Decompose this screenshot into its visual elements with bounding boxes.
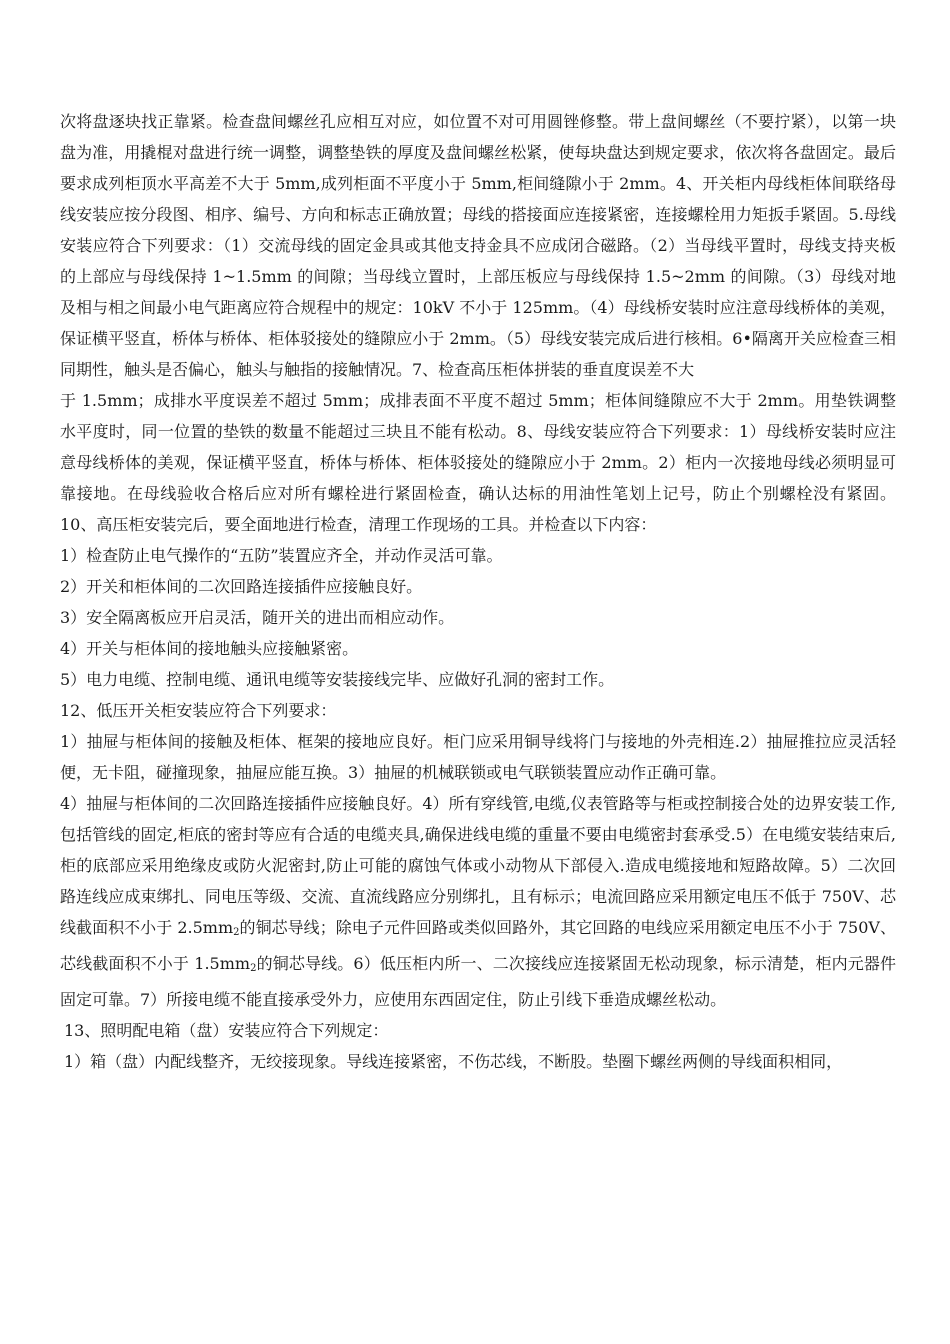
- list-item-isolation-plate: 3）安全隔离板应开启灵活，随开关的进出而相应动作。: [60, 608, 455, 627]
- document-body: [60, 106, 896, 1077]
- paragraph-secondary-wiring: [60, 788, 896, 1015]
- list-item-cable-sealing: 5）电力电缆、控制电缆、通讯电缆等安装接线完毕、应做好孔洞的密封工作。: [60, 670, 615, 689]
- list-item-five-prevention: 1）检查防止电气操作的“五防”装置应齐全，并动作灵活可靠。: [60, 546, 503, 565]
- section-heading-lighting-box: 13、照明配电箱（盘）安装应符合下列规定：: [64, 1021, 389, 1040]
- text-segment: 的铜芯导线。6）低压柜内所一、二次接线应连接紧固无松动现象，标示清楚，柜内元器件固定可靠。7）所接电缆不能直接承受外力，应使用东西固定住，防止引线下垂造成螺丝松动。: [60, 954, 896, 1009]
- section-heading-low-voltage: 12、低压开关柜安装应符合下列要求：: [60, 701, 337, 720]
- text-segment: 的铜芯导线；除电子元件回路或类似回路外，其它回路的电线应采用额定电压不小于 750V、芯线截面积不小于 1.5mm: [60, 918, 896, 973]
- paragraph-drawer-grounding: 1）抽屉与柜体间的接触及柜体、框架的接地应良好。柜门应采用铜导线将门与接地的外壳相连.2）抽屉推拉应灵活轻便，无卡阻，碰撞现象，抽屉应能互换。3）抽屉的机械联锁或电气联锁装置应动作正确可靠。: [60, 732, 896, 782]
- paragraph-panel-installation: 次将盘逐块找正靠紧。检查盘间螺丝孔应相互对应，如位置不对可用圆锉修整。带上盘间螺丝（不要拧紧），以第一块盘为准，用撬棍对盘进行统一调整，调整垫铁的厚度及盘间螺丝松紧，使每块盘达到规定要求，依次将各盘固定。最后要求成列柜顶水平高差不大于 5mm,成列柜面不平度小于 5mm,柜间缝隙小于 2mm。4、开关柜内母线柜体间联络母线安装应按分段图、相序、编号、方向和标志正确放置；母线的搭接面应连接紧密，连接螺栓用力矩扳手紧固。5.母线安装应符合下列要求：（1）交流母线的固定金具或其他支持金具不应成闭合磁路。（2）当母线平置时，母线支持夹板的上部应与母线保持 1~1.5mm 的间隙；当母线立置时，上部压板应与母线保持 1.5~2mm 的间隙。（3）母线对地及相与相之间最小电气距离应符合规程中的规定：10kV 不小于 125mm。（4）母线桥安装时应注意母线桥体的美观，保证横平竖直，桥体与桥体、柜体驳接处的缝隙应小于 2mm。（5）母线安装完成后进行核相。6•隔离开关应检查三相同期性，触头是否偏心，触头与触指的接触情况。7、检查高压柜体拼装的垂直度误差不大: [60, 112, 896, 379]
- list-item-ground-contact: 4）开关与柜体间的接地触头应接触紧密。: [60, 639, 359, 658]
- list-item-secondary-plug: 2）开关和柜体间的二次回路连接插件应接触良好。: [60, 577, 423, 596]
- superscript-unit: 2: [250, 963, 257, 974]
- paragraph-box-wiring: 1）箱（盘）内配线整齐，无绞接现象。导线连接紧密，不伤芯线，不断股。垫圈下螺丝两侧的导线面积相同，: [64, 1052, 843, 1071]
- text-segment: 4）抽屉与柜体间的二次回路连接插件应接触良好。4）所有穿线管,电缆,仪表管路等与柜或控制接合处的边界安装工作,包括管线的固定,柜底的密封等应有合适的电缆夹具,确保进线电缆的重量不要由电缆密封套承受.5）在电缆安装结束后,柜的底部应采用绝缘皮或防火泥密封,防止可能的腐蚀气体或小动物从下部侵入.造成电缆接地和短路故障。5）二次回路连线应成束绑扎、同电压等级、交流、直流线路应分别绑扎，且有标示；电流回路应采用额定电压不低于 750V、芯线截面积不小于 2.5mm: [60, 794, 896, 937]
- paragraph-busbar-requirements: 于 1.5mm；成排水平度误差不超过 5mm；成排表面不平度不超过 5mm；柜体间缝隙应不大于 2mm。用垫铁调整水平度时，同一位置的垫铁的数量不能超过三块且不能有松动。8、母线安装应符合下列要求：1）母线桥安装时应注意母线桥体的美观，保证横平竖直，桥体与桥体、柜体驳接处的缝隙应小于 2mm。2）柜内一次接地母线必须明显可靠接地。在母线验收合格后应对所有螺栓进行紧固检查，确认达标的用油性笔划上记号，防止个别螺栓没有紧固。10、高压柜安装完后，要全面地进行检查，清理工作现场的工具。并检查以下内容：: [60, 391, 896, 534]
- superscript-unit: 2: [233, 927, 240, 938]
